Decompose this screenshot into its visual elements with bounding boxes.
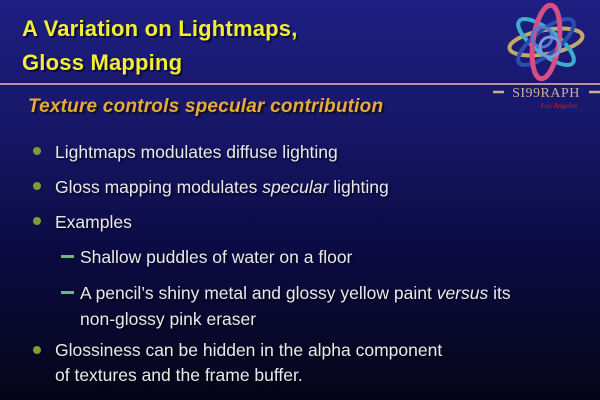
subbullet-dash-icon — [61, 291, 74, 294]
siggraph99-logo — [493, 0, 600, 112]
bullet-dot-icon — [33, 346, 41, 354]
bullet-dot-icon — [33, 182, 41, 190]
bullet-line1: Glossiness can be hidden in the alpha component — [55, 340, 443, 360]
subbullet-text: Shallow puddles of water on a floor — [80, 247, 353, 267]
bullet-text-emphasis: specular — [262, 177, 329, 197]
bullet-text: Lightmaps modulates diffuse lighting — [55, 142, 338, 162]
subbullet-line2: non-glossy pink eraser — [80, 309, 257, 329]
siggraph99-wordmark: SI99RAPH — [512, 86, 580, 101]
bullet-lightmaps — [55, 139, 338, 165]
bullet-glossiness — [55, 338, 555, 388]
bullet-text-post: lighting — [328, 177, 389, 197]
slide-title-line2: Gloss Mapping — [22, 50, 183, 75]
subbullet-puddles — [80, 244, 352, 270]
title-divider-rule — [0, 83, 600, 86]
subbullet-dash-icon — [61, 255, 74, 258]
bullet-line2: of textures and the frame buffer. — [55, 365, 303, 385]
slide-title-line1: A Variation on Lightmaps, — [22, 16, 298, 41]
bullet-gloss-mapping — [55, 174, 389, 200]
slide-title — [22, 12, 298, 80]
siggraph99-city-label: Los Angeles — [540, 101, 578, 110]
subbullet-text-post: its — [488, 283, 511, 303]
subbullet-pencil — [80, 280, 550, 332]
siggraph99-logo-icon — [493, 0, 600, 112]
subbullet-text-pre: A pencil’s shiny metal and glossy yellow paint — [80, 283, 437, 303]
subbullet-line1 — [80, 280, 550, 306]
subbullet-text-emphasis: versus — [436, 283, 489, 303]
bullet-text-pre: Gloss mapping modulates — [55, 177, 263, 197]
slide-subtitle: Texture controls specular contribution — [28, 96, 384, 117]
bullet-examples — [55, 209, 132, 235]
bullet-text: Examples — [55, 212, 132, 232]
bullet-dot-icon — [33, 147, 41, 155]
bullet-dot-icon — [33, 217, 41, 225]
